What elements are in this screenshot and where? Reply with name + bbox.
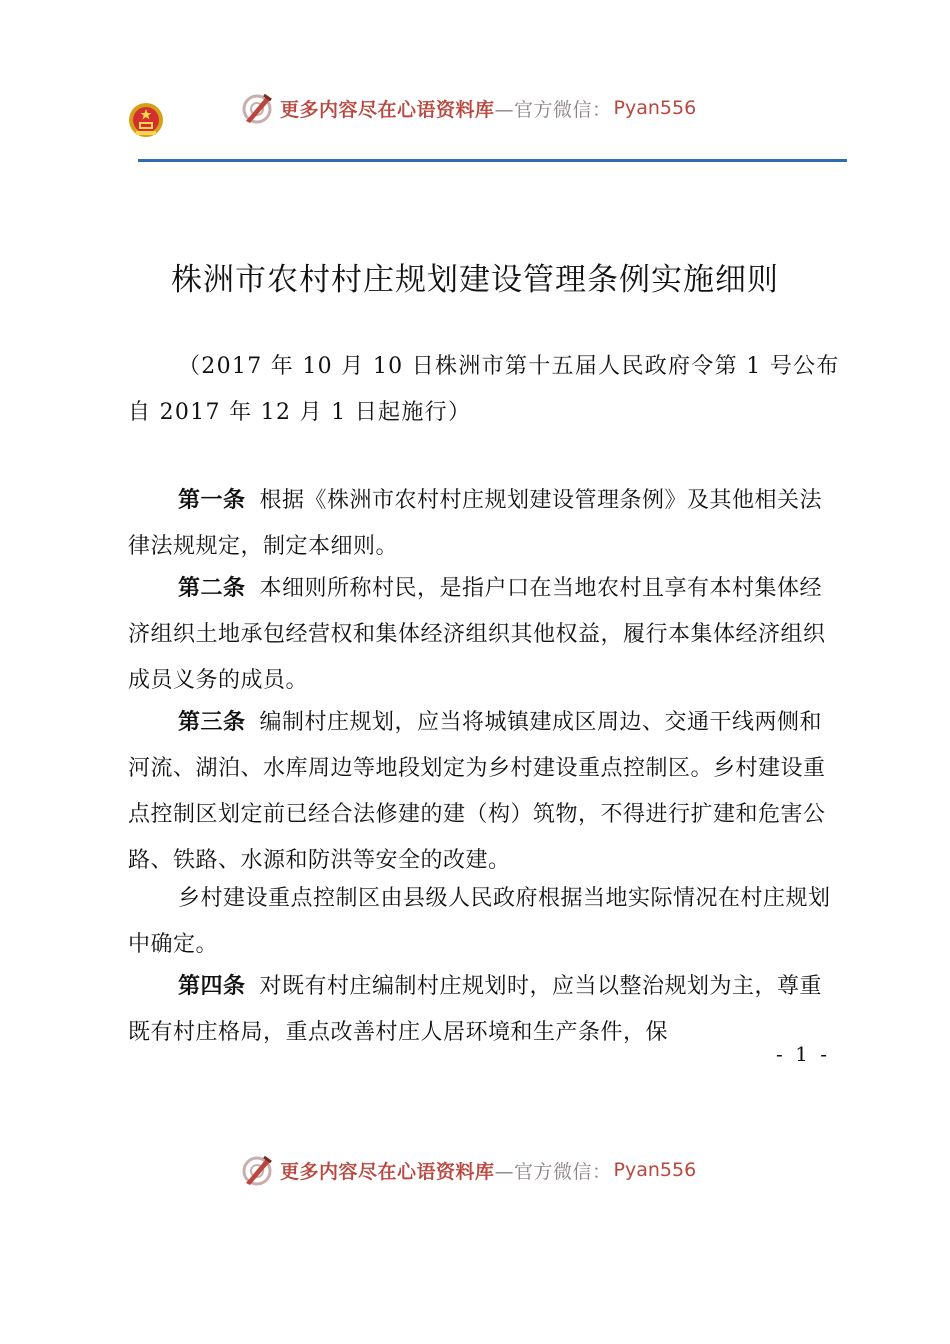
- watermark-wechat-id: Pyan556: [613, 97, 697, 119]
- page-title: 株洲市农村村庄规划建设管理条例实施细则: [171, 262, 779, 298]
- watermark-text: 更多内容尽在心语资料库: [280, 1160, 495, 1183]
- watermark-separator: —官方微信：: [494, 1160, 612, 1183]
- article-text: 编制村庄规划，应当将城镇建成区周边、交通干线两侧和河流、湖泊、水库周边等地段划定为乡村建设重点控制区。乡村建设重点控制区划定前已经合法修建的建（构）筑物，不得进行扩建和危害公路、铁路、水源和防洪等安全的改建。: [128, 710, 826, 873]
- pen-logo-icon: [240, 1153, 274, 1187]
- pen-logo-icon: [240, 91, 274, 125]
- watermark-separator: —官方微信：: [494, 98, 612, 121]
- article-heading: 第一条: [178, 488, 246, 513]
- page-number: - 1 -: [776, 1042, 830, 1066]
- article-text: 对既有村庄编制村庄规划时，应当以整治规划为主，尊重既有村庄格局，重点改善村庄人居环境和生产条件，保: [128, 974, 823, 1045]
- article-4: [128, 964, 840, 1056]
- watermark-top: [240, 90, 696, 126]
- article-text: 根据《株洲市农村村庄规划建设管理条例》及其他相关法律法规规定，制定本细则。: [128, 488, 823, 559]
- national-emblem-icon: [128, 100, 164, 140]
- article-3-paragraph-2: [128, 876, 840, 968]
- article-3: [128, 700, 840, 884]
- issuance-note: （2017 年 10 月 10 日株洲市第十五届人民政府令第 1 号公布 自 2017 年 12 月 1 日起施行）: [128, 354, 840, 425]
- watermark-wechat-id: Pyan556: [613, 1159, 697, 1181]
- article-text: 本细则所称村民，是指户口在当地农村且享有本村集体经济组织土地承包经营权和集体经济组织其他权益，履行本集体经济组织成员义务的成员。: [128, 576, 826, 693]
- article-text: 乡村建设重点控制区由县级人民政府根据当地实际情况在村庄规划中确定。: [128, 886, 831, 957]
- article-heading: 第二条: [178, 576, 246, 601]
- watermark-text: 更多内容尽在心语资料库: [280, 98, 495, 121]
- article-heading: 第四条: [178, 974, 246, 999]
- article-heading: 第三条: [178, 710, 246, 735]
- header-rule: [138, 159, 847, 162]
- watermark-bottom: [240, 1152, 696, 1188]
- article-1: [128, 478, 840, 570]
- article-2: [128, 566, 840, 704]
